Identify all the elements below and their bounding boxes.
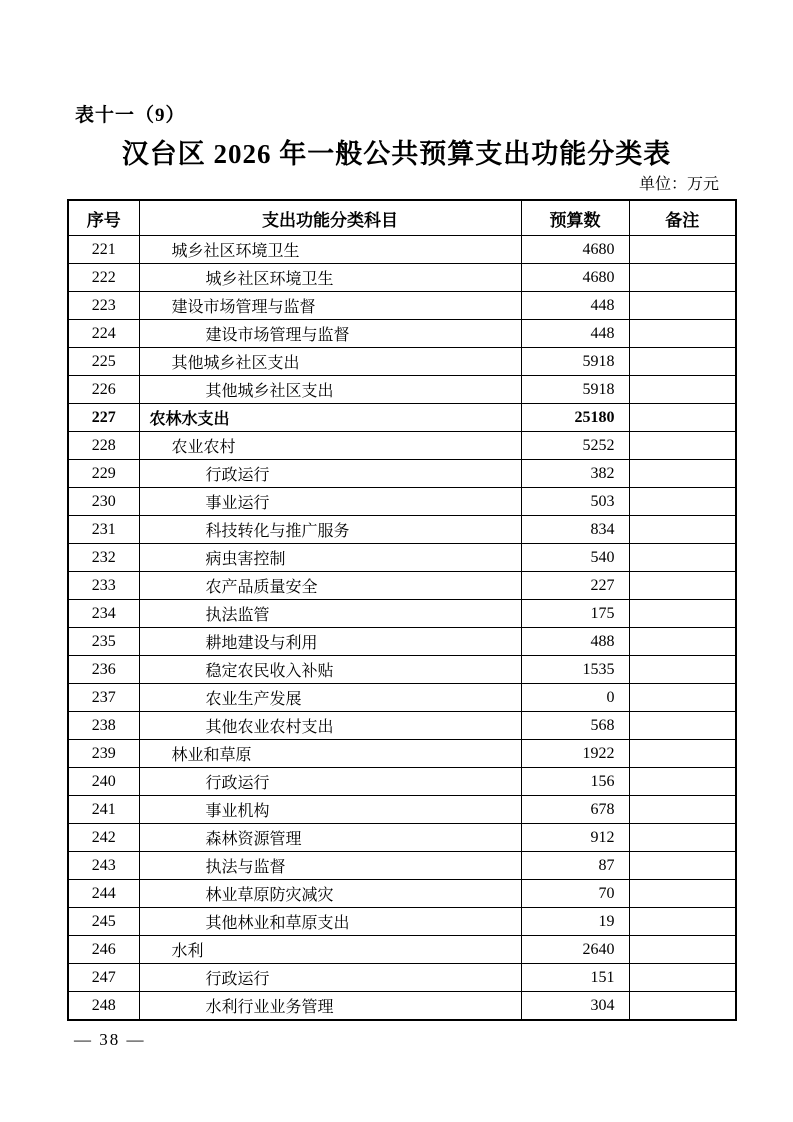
header-item: 支出功能分类科目 (139, 200, 521, 236)
row-seq: 221 (68, 236, 139, 264)
row-seq: 228 (68, 432, 139, 460)
row-item: 农业农村 (139, 432, 521, 460)
page-title: 汉台区 2026 年一般公共预算支出功能分类表 (121, 139, 672, 169)
row-item: 其他城乡社区支出 (139, 376, 521, 404)
table-row (68, 376, 736, 404)
row-seq: 235 (68, 628, 139, 656)
row-seq: 246 (68, 936, 139, 964)
row-note (629, 404, 736, 432)
row-budget: 834 (521, 516, 629, 544)
row-item: 森林资源管理 (139, 824, 521, 852)
row-item: 事业运行 (139, 488, 521, 516)
row-note (629, 572, 736, 600)
row-item: 农产品质量安全 (139, 572, 521, 600)
row-seq: 232 (68, 544, 139, 572)
table-row (68, 460, 736, 488)
row-item: 水利 (139, 936, 521, 964)
row-note (629, 768, 736, 796)
row-note (629, 544, 736, 572)
budget-table (67, 199, 737, 1021)
table-row (68, 740, 736, 768)
row-budget: 5252 (521, 432, 629, 460)
row-budget: 5918 (521, 376, 629, 404)
table-label: 表十一（9） (75, 105, 186, 126)
row-item: 水利行业业务管理 (139, 992, 521, 1021)
unit-note: 单位：万元 (638, 176, 719, 193)
row-item: 耕地建设与利用 (139, 628, 521, 656)
row-seq: 225 (68, 348, 139, 376)
header-seq: 序号 (68, 200, 139, 236)
table-row (68, 992, 736, 1021)
row-seq: 239 (68, 740, 139, 768)
table-row (68, 712, 736, 740)
table-row (68, 600, 736, 628)
row-budget: 503 (521, 488, 629, 516)
row-note (629, 712, 736, 740)
row-item: 林业草原防灾减灾 (139, 880, 521, 908)
row-budget: 87 (521, 852, 629, 880)
row-budget: 19 (521, 908, 629, 936)
row-seq: 243 (68, 852, 139, 880)
row-item: 建设市场管理与监督 (139, 292, 521, 320)
row-item: 林业和草原 (139, 740, 521, 768)
row-item: 执法监管 (139, 600, 521, 628)
row-note (629, 292, 736, 320)
row-item: 行政运行 (139, 964, 521, 992)
table-row (68, 292, 736, 320)
row-seq: 245 (68, 908, 139, 936)
row-note (629, 376, 736, 404)
row-seq: 242 (68, 824, 139, 852)
table-row (68, 404, 736, 432)
table-row (68, 572, 736, 600)
table-row (68, 936, 736, 964)
row-budget: 382 (521, 460, 629, 488)
table-row (68, 824, 736, 852)
row-item: 稳定农民收入补贴 (139, 656, 521, 684)
row-note (629, 908, 736, 936)
row-budget: 304 (521, 992, 629, 1021)
table-row (68, 656, 736, 684)
row-note (629, 796, 736, 824)
row-note (629, 600, 736, 628)
row-seq: 227 (68, 404, 139, 432)
table-body (68, 236, 736, 1021)
row-seq: 226 (68, 376, 139, 404)
table-row (68, 432, 736, 460)
row-note (629, 992, 736, 1021)
row-item: 其他林业和草原支出 (139, 908, 521, 936)
row-budget: 4680 (521, 264, 629, 292)
table-row (68, 880, 736, 908)
row-seq: 223 (68, 292, 139, 320)
row-budget: 0 (521, 684, 629, 712)
row-seq: 229 (68, 460, 139, 488)
table-row (68, 488, 736, 516)
row-budget: 151 (521, 964, 629, 992)
row-budget: 448 (521, 320, 629, 348)
header-budget: 预算数 (521, 200, 629, 236)
row-note (629, 488, 736, 516)
row-note (629, 852, 736, 880)
row-budget: 1922 (521, 740, 629, 768)
table-row (68, 768, 736, 796)
table-row (68, 264, 736, 292)
row-item: 行政运行 (139, 460, 521, 488)
row-seq: 230 (68, 488, 139, 516)
row-item: 行政运行 (139, 768, 521, 796)
row-note (629, 264, 736, 292)
row-budget: 2640 (521, 936, 629, 964)
row-budget: 25180 (521, 404, 629, 432)
row-note (629, 964, 736, 992)
row-note (629, 516, 736, 544)
row-budget: 175 (521, 600, 629, 628)
table-row (68, 908, 736, 936)
row-item: 农业生产发展 (139, 684, 521, 712)
table-row (68, 544, 736, 572)
table-header-row (68, 200, 736, 236)
row-note (629, 880, 736, 908)
table-row (68, 796, 736, 824)
row-seq: 244 (68, 880, 139, 908)
row-item: 城乡社区环境卫生 (139, 236, 521, 264)
row-item: 执法与监督 (139, 852, 521, 880)
row-budget: 912 (521, 824, 629, 852)
row-seq: 248 (68, 992, 139, 1021)
row-note (629, 684, 736, 712)
row-note (629, 432, 736, 460)
row-note (629, 320, 736, 348)
row-budget: 568 (521, 712, 629, 740)
row-item: 其他城乡社区支出 (139, 348, 521, 376)
table-row (68, 236, 736, 264)
table-row (68, 348, 736, 376)
row-budget: 5918 (521, 348, 629, 376)
row-note (629, 460, 736, 488)
row-note (629, 740, 736, 768)
row-item: 科技转化与推广服务 (139, 516, 521, 544)
header-note: 备注 (629, 200, 736, 236)
row-seq: 237 (68, 684, 139, 712)
row-seq: 236 (68, 656, 139, 684)
row-budget: 70 (521, 880, 629, 908)
row-note (629, 936, 736, 964)
row-note (629, 236, 736, 264)
row-item: 农林水支出 (139, 404, 521, 432)
table-row (68, 852, 736, 880)
row-budget: 488 (521, 628, 629, 656)
row-budget: 540 (521, 544, 629, 572)
table-row (68, 320, 736, 348)
row-budget: 227 (521, 572, 629, 600)
table-row (68, 628, 736, 656)
row-seq: 222 (68, 264, 139, 292)
row-budget: 4680 (521, 236, 629, 264)
row-note (629, 824, 736, 852)
row-seq: 247 (68, 964, 139, 992)
row-budget: 1535 (521, 656, 629, 684)
row-budget: 448 (521, 292, 629, 320)
row-seq: 234 (68, 600, 139, 628)
row-item: 城乡社区环境卫生 (139, 264, 521, 292)
row-seq: 241 (68, 796, 139, 824)
table-row (68, 684, 736, 712)
table-row (68, 964, 736, 992)
row-item: 事业机构 (139, 796, 521, 824)
row-seq: 238 (68, 712, 139, 740)
row-item: 建设市场管理与监督 (139, 320, 521, 348)
row-budget: 156 (521, 768, 629, 796)
row-item: 病虫害控制 (139, 544, 521, 572)
row-note (629, 628, 736, 656)
table-row (68, 516, 736, 544)
row-seq: 240 (68, 768, 139, 796)
row-budget: 678 (521, 796, 629, 824)
row-note (629, 656, 736, 684)
row-item: 其他农业农村支出 (139, 712, 521, 740)
page-number: — 38 — (74, 1030, 146, 1049)
row-seq: 233 (68, 572, 139, 600)
row-seq: 224 (68, 320, 139, 348)
row-note (629, 348, 736, 376)
row-seq: 231 (68, 516, 139, 544)
